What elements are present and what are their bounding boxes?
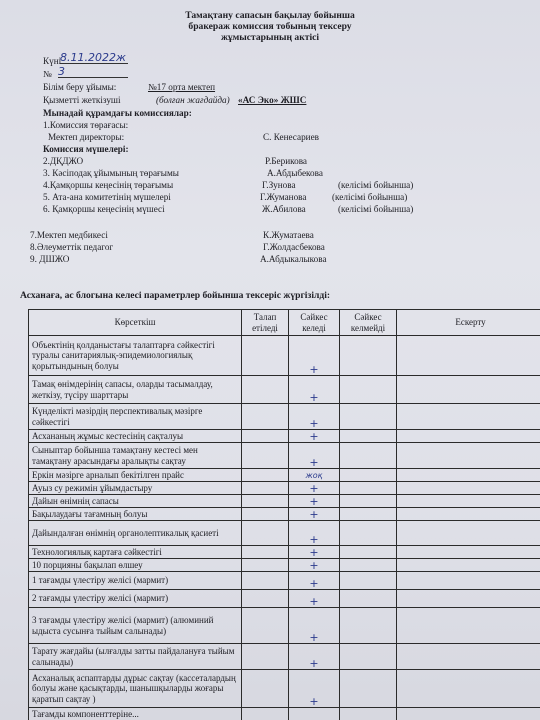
compliant-mark: + xyxy=(289,404,340,430)
title-line-2: бракераж комиссия тобының тексеру xyxy=(188,21,352,32)
note-cell xyxy=(397,495,540,508)
compliant-mark: + xyxy=(289,376,340,404)
compliant-mark: + xyxy=(289,590,340,608)
required-cell xyxy=(242,336,289,376)
table-row xyxy=(29,430,540,443)
required-cell xyxy=(242,469,289,482)
required-cell xyxy=(242,430,289,443)
required-cell xyxy=(242,708,289,720)
required-cell xyxy=(242,508,289,521)
required-cell xyxy=(242,482,289,495)
compliant-mark: + xyxy=(289,508,340,521)
noncompliant-cell xyxy=(340,590,397,608)
noncompliant-cell xyxy=(340,608,397,644)
member-name: К.Жуматаева xyxy=(263,230,314,240)
table-header-row xyxy=(29,310,540,336)
compliant-mark: + xyxy=(289,608,340,644)
member-role: 8.Әлеуметтік педагог xyxy=(30,242,114,252)
noncompliant-cell xyxy=(340,404,397,430)
compliant-mark: + xyxy=(289,521,340,546)
table-row xyxy=(29,559,540,572)
required-cell xyxy=(242,559,289,572)
note-cell xyxy=(397,590,540,608)
noncompliant-cell xyxy=(340,443,397,469)
table-row xyxy=(29,508,540,521)
noncompliant-cell xyxy=(340,559,397,572)
note-cell xyxy=(397,404,540,430)
table-row xyxy=(29,590,540,608)
note-cell xyxy=(397,443,540,469)
date-label: Күні xyxy=(43,56,62,66)
compliant-mark: жоқ xyxy=(289,469,340,482)
title-line-1: Тамақтану сапасын бақылау бойынша xyxy=(185,10,355,21)
required-cell xyxy=(242,376,289,404)
required-cell xyxy=(242,572,289,590)
composition-label: Мынадай құрамдағы комиссиялар: xyxy=(43,108,192,118)
note-cell xyxy=(397,508,540,521)
required-cell xyxy=(242,495,289,508)
note-cell xyxy=(397,482,540,495)
indicator-cell: Сыныптар бойынша тамақтану кестесі мен тамақтану арасындағы аралықты сақтау xyxy=(29,443,242,469)
members-heading: Комиссия мүшелері: xyxy=(43,144,129,154)
school-value: №17 орта мектеп xyxy=(148,82,216,92)
required-cell xyxy=(242,521,289,546)
note-cell xyxy=(397,430,540,443)
chair-line-1: 1.Комиссия төрағасы: xyxy=(43,120,129,130)
noncompliant-cell xyxy=(340,482,397,495)
table-row xyxy=(29,572,540,590)
note-cell xyxy=(397,376,540,404)
table-row xyxy=(29,708,540,720)
note-cell xyxy=(397,559,540,572)
member-role: 4.Қамқоршы кеңесінің төрағымы xyxy=(43,180,174,190)
date-value: 8.11.2022ж xyxy=(60,52,128,64)
col-header-noncompliant: Сәйкес келмейді xyxy=(340,310,397,336)
note-cell xyxy=(397,608,540,644)
indicator-cell: Күнделікті мәзірдің перспективалық мәзірге сәйкестігі xyxy=(29,404,242,430)
note-cell xyxy=(397,644,540,670)
table-row xyxy=(29,608,540,644)
member-name: Г.Жолдасбекова xyxy=(263,242,325,252)
col-header-compliant: Сәйкес келеді xyxy=(289,310,340,336)
required-cell xyxy=(242,404,289,430)
noncompliant-cell xyxy=(340,376,397,404)
indicator-cell: 1 тағамды үлестіру желісі (мармит) xyxy=(29,572,242,590)
indicator-cell: Тарату жағдайы (ылғалды затты пайдалануға тыйым салынады) xyxy=(29,644,242,670)
noncompliant-cell xyxy=(340,521,397,546)
compliant-mark: + xyxy=(289,670,340,708)
compliant-mark: + xyxy=(289,443,340,469)
indicator-cell: 10 порцияны бақылап өлшеу xyxy=(29,559,242,572)
required-cell xyxy=(242,443,289,469)
noncompliant-cell xyxy=(340,708,397,720)
section-heading: Асханаға, ас блогына келесі параметрлер бойынша тексеріс жүргізілді: xyxy=(20,290,331,301)
indicator-cell: Асхананың жұмыс кестесінің сақталуы xyxy=(29,430,242,443)
noncompliant-cell xyxy=(340,336,397,376)
table-row xyxy=(29,644,540,670)
compliant-mark: + xyxy=(289,572,340,590)
compliant-mark xyxy=(289,708,340,720)
required-cell xyxy=(242,608,289,644)
table-row xyxy=(29,404,540,430)
compliant-mark: + xyxy=(289,336,340,376)
noncompliant-cell xyxy=(340,508,397,521)
col-header-indicator: Көрсеткіш xyxy=(29,310,242,336)
col-header-required: Талап етіледі xyxy=(242,310,289,336)
indicator-cell: Тағамды компоненттеріне... xyxy=(29,708,242,720)
number-value: 3 xyxy=(58,66,128,78)
provider-label: Қызметті жеткізуші xyxy=(43,95,121,105)
member-role: 2.ДҚДЖО xyxy=(43,156,84,166)
indicator-cell: Технологиялық картаға сәйкестігі xyxy=(29,546,242,559)
table-row xyxy=(29,469,540,482)
compliant-mark: + xyxy=(289,546,340,559)
required-cell xyxy=(242,590,289,608)
required-cell xyxy=(242,644,289,670)
inspection-table xyxy=(28,309,540,720)
note-cell xyxy=(397,336,540,376)
noncompliant-cell xyxy=(340,546,397,559)
note-cell xyxy=(397,546,540,559)
member-role: 9. ДШЖО xyxy=(30,254,70,264)
member-role: 6. Қамқоршы кеңесінің мүшесі xyxy=(43,204,165,214)
compliant-mark: + xyxy=(289,559,340,572)
required-cell xyxy=(242,546,289,559)
note-cell xyxy=(397,572,540,590)
compliant-mark: + xyxy=(289,430,340,443)
member-name: Г.Зунова xyxy=(262,180,296,190)
noncompliant-cell xyxy=(340,670,397,708)
noncompliant-cell xyxy=(340,430,397,443)
table-row xyxy=(29,443,540,469)
table-row xyxy=(29,336,540,376)
indicator-cell: Дайын өнімнің сапасы xyxy=(29,495,242,508)
indicator-cell: Ауыз су режимін ұйымдастыру xyxy=(29,482,242,495)
noncompliant-cell xyxy=(340,495,397,508)
table-row xyxy=(29,376,540,404)
table-row xyxy=(29,482,540,495)
school-label: Білім беру ұйымы: xyxy=(43,82,117,92)
compliant-mark: + xyxy=(289,644,340,670)
member-role: 3. Кәсіподақ ұйымының төрағымы xyxy=(43,168,179,178)
noncompliant-cell xyxy=(340,572,397,590)
compliant-mark: + xyxy=(289,482,340,495)
member-note: (келісімі бойынша) xyxy=(332,192,408,202)
title-line-3: жұмыстарының актісі xyxy=(220,32,320,43)
table-row xyxy=(29,495,540,508)
noncompliant-cell xyxy=(340,469,397,482)
member-name: А.Абдыбекова xyxy=(267,168,323,178)
note-cell xyxy=(397,670,540,708)
member-name: Р.Берикова xyxy=(265,156,308,166)
provider-note: (болған жағдайда) xyxy=(156,95,230,105)
chair-name: С. Кенесариев xyxy=(263,132,319,142)
required-cell xyxy=(242,670,289,708)
indicator-cell: Тамақ өнімдерінің сапасы, оларды тасымалдау, жеткізу, түсіру шарттары xyxy=(29,376,242,404)
indicator-cell: Дайындалған өнімнің органолептикалық қасиеті xyxy=(29,521,242,546)
noncompliant-cell xyxy=(340,644,397,670)
table-row xyxy=(29,546,540,559)
member-role: 7.Мектеп медбикесі xyxy=(30,230,108,240)
indicator-cell: Объектінің қолданыстағы талаптарға сәйкестігі туралы санитариялық-эпидемиологиялық қорытындының болуы xyxy=(29,336,242,376)
member-name: А.Абдыкалыкова xyxy=(260,254,327,264)
compliant-mark: + xyxy=(289,495,340,508)
table-row xyxy=(29,521,540,546)
chair-line-2: Мектеп директоры: xyxy=(48,132,125,142)
member-note: (келісімі бойынша) xyxy=(338,180,414,190)
indicator-cell: 3 тағамды үлестіру желісі (мармит) (алюминий ыдыста сусынға тыйым салынады) xyxy=(29,608,242,644)
number-label: № xyxy=(43,69,52,79)
member-note: (келісімі бойынша) xyxy=(338,204,414,214)
indicator-cell: Еркін мәзірге арналып бекітілген прайс xyxy=(29,469,242,482)
table-row xyxy=(29,670,540,708)
provider-value: «АС Эко» ЖШС xyxy=(238,95,307,105)
col-header-note: Ескерту xyxy=(397,310,540,336)
member-name: Г.Жуманова xyxy=(260,192,307,202)
note-cell xyxy=(397,708,540,720)
member-name: Ж.Абилова xyxy=(262,204,306,214)
member-role: 5. Ата-ана комитетінің мүшелері xyxy=(43,192,171,202)
indicator-cell: Асханалық аспаптарды дұрыс сақтау (кассеталардың болуы және қасықтарды, шанышқыларды жоғары қаратып сақтау ) xyxy=(29,670,242,708)
note-cell xyxy=(397,521,540,546)
indicator-cell: 2 тағамды үлестіру желісі (мармит) xyxy=(29,590,242,608)
note-cell xyxy=(397,469,540,482)
indicator-cell: Бақылаудағы тағамның болуы xyxy=(29,508,242,521)
